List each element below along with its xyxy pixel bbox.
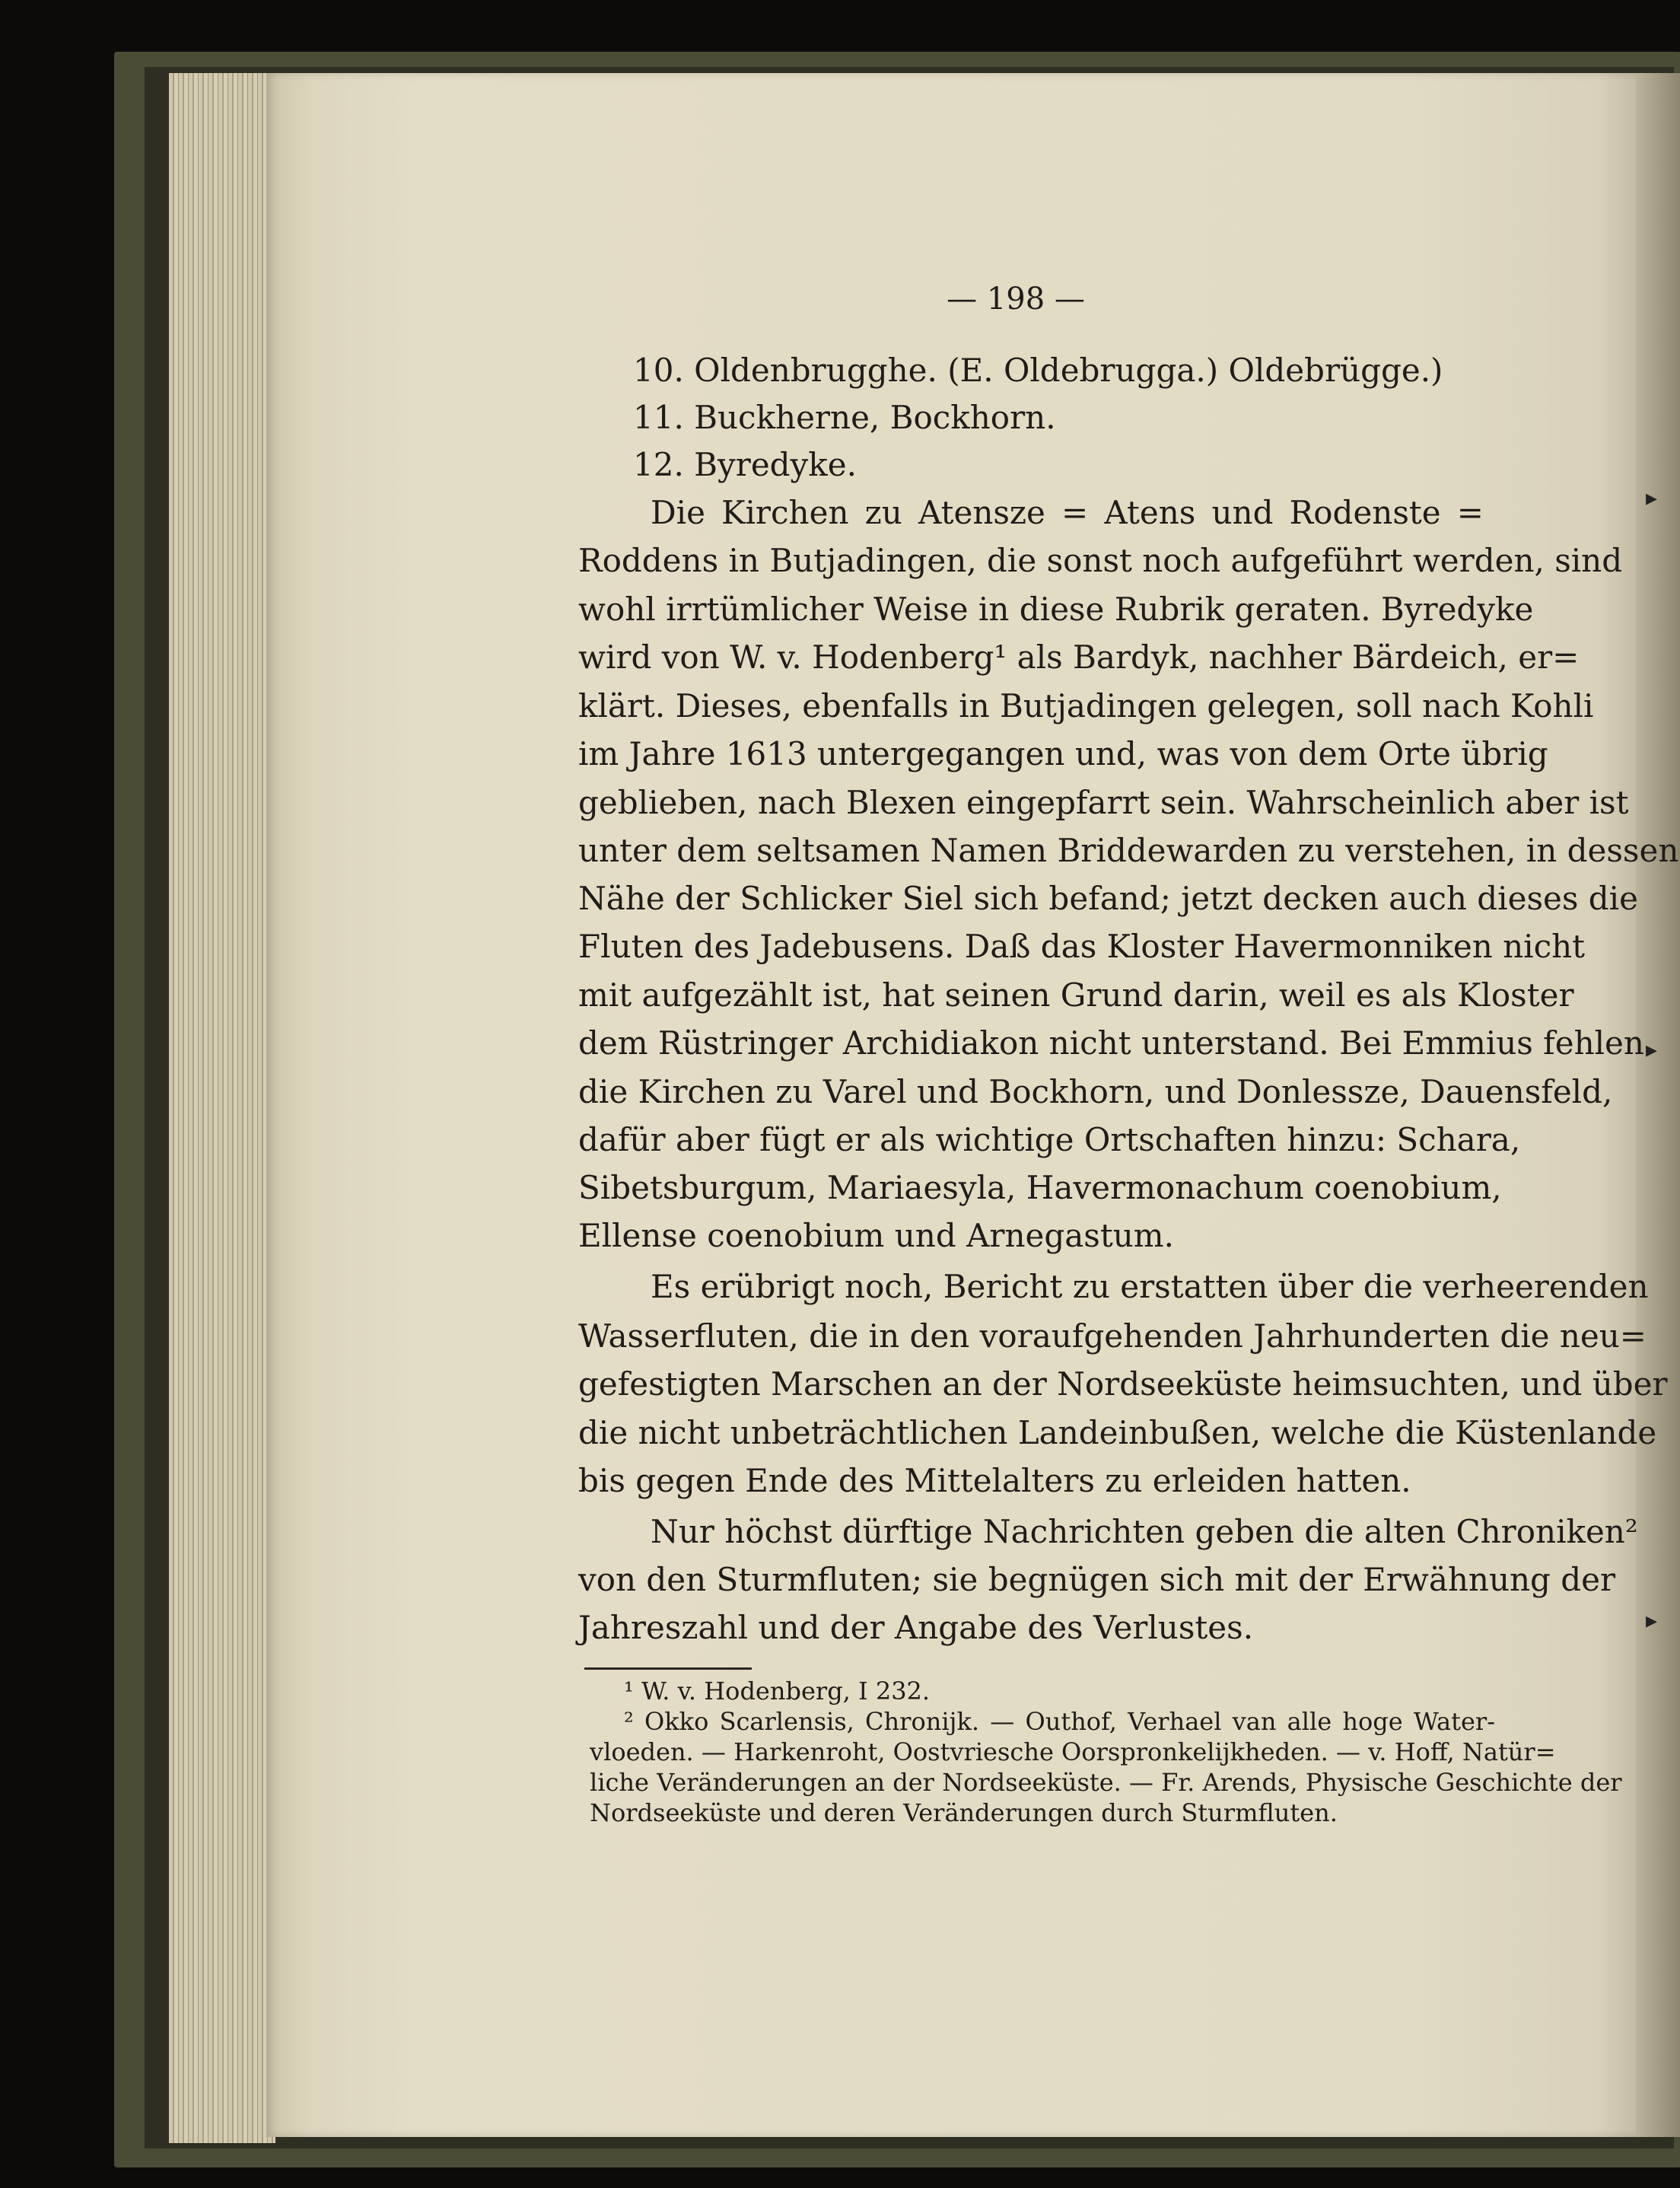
text-line: Nur höchst dürftige Nachrichten geben die alten Chroniken² bbox=[651, 1513, 1638, 1550]
text-line: wohl irrtümlicher Weise in diese Rubrik geraten. Byredyke bbox=[578, 591, 1534, 628]
text-line: die Kirchen zu Varel und Bockhorn, und Donlessze, Dauensfeld, bbox=[578, 1073, 1613, 1110]
text-line: geblieben, nach Blexen eingepfarrt sein. Wahrscheinlich aber ist bbox=[578, 784, 1629, 821]
text-line: Roddens in Butjadingen, die sonst noch aufgeführt werden, sind bbox=[578, 542, 1623, 579]
footnote: ¹ W. v. Hodenberg, I 232. bbox=[624, 1677, 931, 1705]
edge-mark: ▸ bbox=[1646, 1037, 1658, 1063]
text-line: Wasserfluten, die in den voraufgehenden Jahrhunderten die neu= bbox=[578, 1317, 1647, 1355]
page-number: — 198 — bbox=[947, 282, 1085, 317]
text-line: im Jahre 1613 untergegangen und, was von dem Orte übrig bbox=[578, 735, 1548, 772]
text-line: die nicht unbeträchtlichen Landeinbußen, welche die Küstenlande bbox=[578, 1414, 1657, 1451]
text-line: von den Sturmfluten; sie begnügen sich mit der Erwähnung der bbox=[578, 1561, 1616, 1598]
text-line: Ellense coenobium und Arnegastum. bbox=[578, 1217, 1174, 1254]
text-line: 11. Buckherne, Bockhorn. bbox=[633, 399, 1056, 436]
text-line: dem Rüstringer Archidiakon nicht unterstand. Bei Emmius fehlen bbox=[578, 1024, 1644, 1062]
edge-mark: ▸ bbox=[1646, 485, 1658, 511]
text-line: Es erübrigt noch, Bericht zu erstatten über die verheerenden bbox=[651, 1268, 1649, 1305]
text-line: 12. Byredyke. bbox=[633, 446, 857, 483]
text-line: Die Kirchen zu Atensze = Atens und Rodenste = bbox=[651, 494, 1484, 531]
text-line: gefestigten Marschen an der Nordseeküste heimsuchten, und über bbox=[578, 1365, 1668, 1403]
footnote: liche Veränderungen an der Nordseeküste. — Fr. Arends, Physische Geschichte der bbox=[590, 1768, 1622, 1797]
text-line: Nähe der Schlicker Siel sich befand; jetzt decken auch dieses die bbox=[578, 880, 1638, 917]
text-line: dafür aber fügt er als wichtige Ortschaften hinzu: Schara, bbox=[578, 1121, 1521, 1158]
text-line: klärt. Dieses, ebenfalls in Butjadingen gelegen, soll nach Kohli bbox=[578, 687, 1594, 725]
footnote: ² Okko Scarlensis, Chronijk. — Outhof, Verhael van alle hoge Water- bbox=[624, 1707, 1495, 1736]
text-line: Fluten des Jadebusens. Daß das Kloster Havermonniken nicht bbox=[578, 928, 1586, 965]
text-line: wird von W. v. Hodenberg¹ als Bardyk, nachher Bärdeich, er= bbox=[578, 639, 1580, 676]
text-line: mit aufgezählt ist, hat seinen Grund darin, weil es als Kloster bbox=[578, 976, 1574, 1014]
edge-mark: ▸ bbox=[1646, 1607, 1658, 1634]
text-line: Jahreszahl und der Angabe des Verlustes. bbox=[578, 1609, 1254, 1646]
footnote: vloeden. — Harkenroht, Oostvriesche Oorspronkelijkheden. — v. Hoff, Natür= bbox=[590, 1737, 1556, 1766]
text-line: Sibetsburgum, Mariaesyla, Havermonachum coenobium, bbox=[578, 1169, 1502, 1206]
footnote-rule bbox=[584, 1667, 752, 1670]
text-line: bis gegen Ende des Mittelalters zu erleiden hatten. bbox=[578, 1462, 1411, 1499]
text-line: unter dem seltsamen Namen Briddewarden zu verstehen, in dessen bbox=[578, 832, 1679, 869]
text-line: 10. Oldenbrugghe. (E. Oldebrugga.) Oldebrügge.) bbox=[633, 352, 1443, 389]
footnote: Nordseeküste und deren Veränderungen durch Sturmfluten. bbox=[590, 1798, 1338, 1827]
